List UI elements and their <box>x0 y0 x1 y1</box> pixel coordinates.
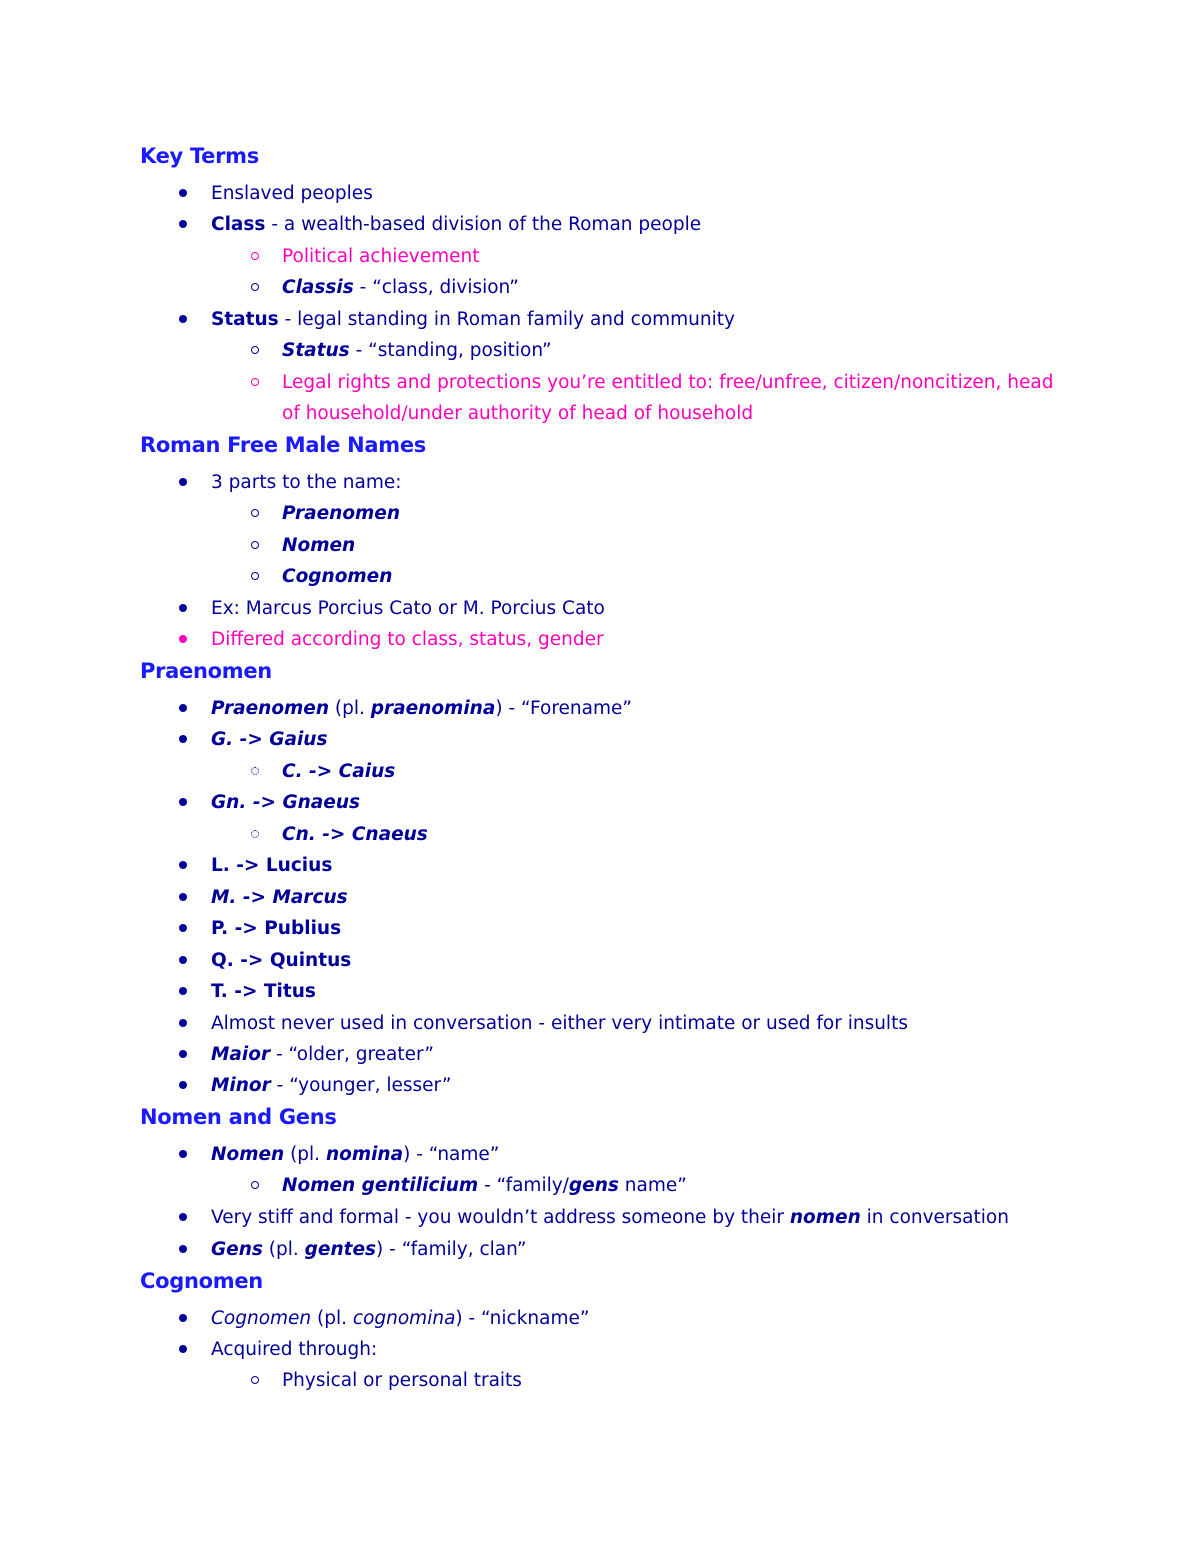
list-item <box>211 593 605 624</box>
circle-bullet-icon <box>251 283 259 291</box>
list-item <box>282 1365 522 1396</box>
heading-key-terms: Key Terms <box>140 144 259 168</box>
list-item <box>282 1170 687 1201</box>
list-item <box>211 913 341 944</box>
circle-bullet-icon <box>251 509 259 517</box>
item-text: in conversation <box>860 1207 1009 1228</box>
bullet-icon <box>179 220 187 228</box>
term: Status <box>211 309 279 330</box>
list-item <box>211 1070 451 1101</box>
list-item <box>211 1234 526 1265</box>
list-item <box>211 209 701 240</box>
definition: ) - “Forename” <box>495 698 632 719</box>
bullet-icon <box>179 1081 187 1089</box>
definition: - “family/ <box>478 1175 569 1196</box>
definition: (pl. <box>262 1239 305 1260</box>
circle-bullet-icon <box>251 830 259 838</box>
list-item <box>211 1303 589 1334</box>
bullet-icon <box>179 956 187 964</box>
definition: - “older, greater” <box>270 1044 434 1065</box>
item-text: Physical or personal traits <box>282 1370 522 1391</box>
term: Praenomen <box>282 503 401 524</box>
abbreviation: T. -> Titus <box>211 981 316 1002</box>
term-inline: nomen <box>789 1207 861 1228</box>
list-item <box>282 241 479 272</box>
term: Gens <box>211 1239 263 1260</box>
heading-roman-free-male-names: Roman Free Male Names <box>140 433 426 457</box>
item-text: Almost never used in conversation - either very intimate or used for insults <box>211 1013 908 1034</box>
list-item <box>211 1139 499 1170</box>
circle-bullet-icon <box>251 767 259 775</box>
item-text: 3 parts to the name: <box>211 472 402 493</box>
list-item <box>282 756 395 787</box>
circle-bullet-icon <box>251 1181 259 1189</box>
bullet-icon <box>179 478 187 486</box>
list-item <box>282 367 1053 398</box>
bullet-icon <box>179 1019 187 1027</box>
bullet-icon <box>179 861 187 869</box>
list-item <box>282 819 428 850</box>
bullet-icon <box>179 987 187 995</box>
definition: - “standing, position” <box>349 340 552 361</box>
list-item <box>211 624 604 655</box>
circle-bullet-icon <box>251 346 259 354</box>
list-item <box>211 976 316 1007</box>
definition: (pl. <box>284 1144 326 1165</box>
bullet-icon <box>179 924 187 932</box>
item-text: Enslaved peoples <box>211 183 373 204</box>
circle-bullet-icon <box>251 252 259 260</box>
list-item <box>211 787 360 818</box>
list-item <box>282 498 400 529</box>
bullet-icon <box>179 1345 187 1353</box>
item-text: Acquired through: <box>211 1339 378 1360</box>
bullet-icon <box>179 315 187 323</box>
term-inline: gens <box>568 1175 619 1196</box>
circle-bullet-icon <box>251 541 259 549</box>
term-plural: cognomina <box>352 1308 456 1329</box>
list-item <box>211 467 402 498</box>
list-item <box>211 1039 434 1070</box>
list-item <box>282 561 392 592</box>
bullet-icon <box>179 1314 187 1322</box>
abbreviation: G. -> Gaius <box>211 729 328 750</box>
list-item <box>282 530 355 561</box>
term: Nomen gentilicium <box>282 1175 479 1196</box>
list-item <box>211 945 351 976</box>
term: Cognomen <box>282 566 393 587</box>
bullet-icon <box>179 1213 187 1221</box>
list-item <box>211 304 735 335</box>
abbreviation: Cn. -> Cnaeus <box>282 824 428 845</box>
abbreviation: M. -> Marcus <box>211 887 348 908</box>
definition: - “class, division” <box>353 277 519 298</box>
term: Nomen <box>282 535 356 556</box>
item-text: Very stiff and formal - you wouldn’t address someone by their <box>211 1207 790 1228</box>
list-item-continuation: of household/under authority of head of household <box>282 403 754 424</box>
definition: - legal standing in Roman family and community <box>278 309 735 330</box>
list-item <box>211 1202 1009 1233</box>
abbreviation: P. -> Publius <box>211 918 342 939</box>
list-item <box>211 1334 377 1365</box>
term-plural: gentes <box>304 1239 377 1260</box>
heading-nomen-and-gens: Nomen and Gens <box>140 1105 337 1129</box>
term: Classis <box>282 277 354 298</box>
abbreviation: Q. -> Quintus <box>211 950 352 971</box>
term: Minor <box>211 1075 271 1096</box>
item-text: Legal rights and protections you’re entitled to: free/unfree, citizen/noncitizen, head <box>282 372 1054 393</box>
term: Nomen <box>211 1144 285 1165</box>
list-item <box>211 850 332 881</box>
circle-bullet-icon <box>251 378 259 386</box>
bullet-icon <box>179 893 187 901</box>
abbreviation: C. -> Caius <box>282 761 396 782</box>
definition: ) - “family, clan” <box>376 1239 527 1260</box>
definition: - a wealth-based division of the Roman people <box>265 214 702 235</box>
abbreviation: Gn. -> Gnaeus <box>211 792 361 813</box>
bullet-icon <box>179 604 187 612</box>
abbreviation: L. -> Lucius <box>211 855 333 876</box>
list-item <box>211 178 373 209</box>
circle-bullet-icon <box>251 572 259 580</box>
bullet-icon <box>179 735 187 743</box>
definition: (pl. <box>311 1308 353 1329</box>
bullet-icon <box>179 635 187 643</box>
bullet-icon <box>179 1150 187 1158</box>
list-item <box>211 882 348 913</box>
bullet-icon <box>179 798 187 806</box>
definition: ) - “name” <box>403 1144 500 1165</box>
bullet-icon <box>179 1245 187 1253</box>
list-item <box>211 693 632 724</box>
item-text: Ex: Marcus Porcius Cato or M. Porcius Cato <box>211 598 605 619</box>
term-plural: nomina <box>325 1144 404 1165</box>
circle-bullet-icon <box>251 1376 259 1384</box>
item-text: Differed according to class, status, gender <box>211 629 604 650</box>
term: Class <box>211 214 266 235</box>
list-item <box>211 1008 908 1039</box>
term: Cognomen <box>211 1308 312 1329</box>
bullet-icon <box>179 189 187 197</box>
term: Status <box>282 340 350 361</box>
heading-cognomen: Cognomen <box>140 1269 263 1293</box>
item-text: Political achievement <box>282 246 480 267</box>
list-item <box>211 724 327 755</box>
bullet-icon <box>179 1050 187 1058</box>
list-item <box>282 335 552 366</box>
definition: (pl. <box>329 698 371 719</box>
definition: ) - “nickname” <box>455 1308 590 1329</box>
list-item <box>282 272 519 303</box>
term: Maior <box>211 1044 271 1065</box>
bullet-icon <box>179 704 187 712</box>
heading-praenomen: Praenomen <box>140 659 272 683</box>
definition: - “younger, lesser” <box>270 1075 452 1096</box>
definition: name” <box>618 1175 687 1196</box>
term: Praenomen <box>211 698 330 719</box>
term-plural: praenomina <box>370 698 496 719</box>
